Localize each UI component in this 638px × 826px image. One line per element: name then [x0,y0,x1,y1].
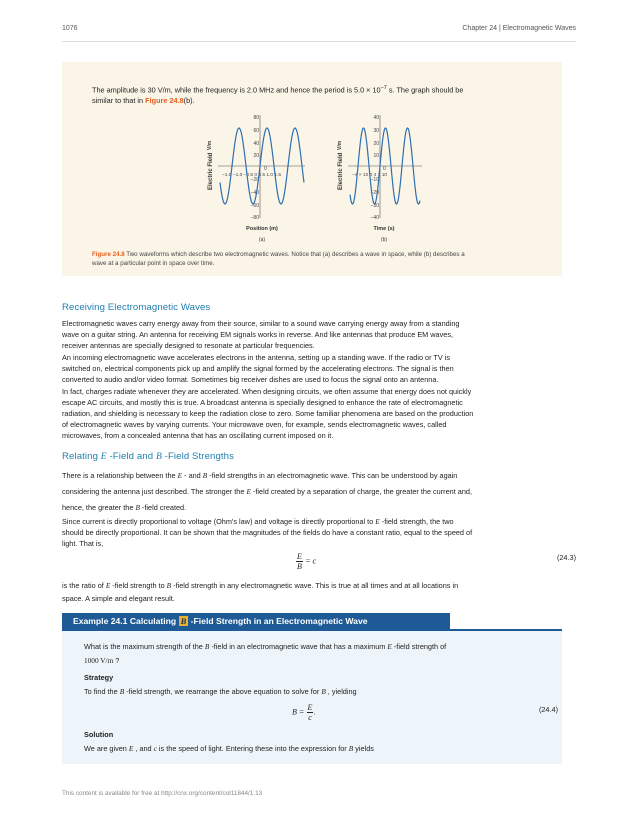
section-heading-receiving: Receiving Electromagnetic Waves [62,302,211,313]
page-number: 1076 [62,25,78,32]
graph-b-x-ticks: −4 × 10 0 4 × 10 [352,173,388,178]
graph-a-yunit: V/m [207,140,213,150]
graph-b-ytick: −40 [370,215,379,221]
graph-b-ytick: −20 [370,190,379,196]
chapter-title: Chapter 24 | Electromagnetic Waves [462,25,576,32]
graph-a-ytick: −20 [250,177,259,183]
strategy-label: Strategy [84,673,114,682]
graph-b-ytick: 40 [373,115,379,121]
footer-license: This content is available for free at http://cnx.org/content/col11844/1.13 [62,790,263,797]
graph-a-ytick: −40 [250,190,259,196]
graph-b [337,115,422,243]
header-rule [62,41,576,42]
graph-b-ytick: 20 [373,141,379,147]
graph-b-sub: (b) [380,237,388,243]
graph-b-xlabel: Time (s) [373,226,395,232]
graph-a-y-ticks [251,115,267,221]
equation-24-4: B = $\frac{E}{c}$ . [292,703,316,722]
graph-b-yunit: V/m [337,140,343,150]
section2-p2: Since current is directly proportional to voltage (Ohm's law) and voltage is directly proportional to E -field strength, the two should be directly proportional. It can be shown that the magnitudes of the fields do have a constant ratio, equal to the speed of light. That is, [62,517,473,548]
graph-a-ylabel: Electric Field [208,152,214,190]
solution-label: Solution [84,730,114,739]
graph-a-xlabel: Position (m) [246,226,278,232]
graph-a-ytick: 0 [264,166,267,172]
graph-a-ytick: 40 [253,141,259,147]
figure-caption: Figure 24.8 Two waveforms which describe two electromagnetic waves. Notice that (a) describes a wave in space, while (b) describes a wave at a particular point in space over time. [92,251,465,267]
section1-p2: An incoming electromagnetic wave accelerates electrons in the antenna, setting up a standing wave. If the radio or TV is switched on, electrical components pick up and amplify the signal formed by the accelerating electrons. The signal is then converted to audio and/or video format. Sometimes big receiver dishes are used to focus the signal onto an antenna. [62,353,454,384]
graph-a-ytick: −60 [250,203,259,209]
section1-p3: In fact, charges radiate whenever they are accelerated. When designing circuits, we often assume that energy does not quickly escape AC circuits, and mostly this is true. A broadcast antenna is specially designed to enhance the rate of electromagnetic radiation, and shielding is necessary to keep the radiation close to zero. Some familiar phenomena are based on the production of electromagnetic waves by varying currents. Your microwave oven, for example, sends electromagnetic waves, called microwaves, from a concealed antenna that has an oscillating current imposed on it. [62,387,474,440]
section1-p1: Electromagnetic waves carry energy away from their source, similar to a sound wave carrying energy away from a standing wave on a guitar string. An antenna for receiving EM signals works in reverse. And like antennas that produce EM waves, receiver antennas are specially designed to resonate at particular frequencies. [62,319,460,350]
figure-24-8 [200,110,450,248]
example-title-rule [62,629,562,631]
graph-b-ylabel: Electric Field [338,152,344,190]
strategy-text: To find the B -field strength, we rearrange the above equation to solve for B , yielding [84,687,357,696]
section2-p1: There is a relationship between the E - and B -field strengths in an electromagnetic wave. This can be understood by again considering the antenna just described. The stronger the E -field created by a separation of charge, the greater the current and, hence, the greater the B -field created. [62,471,472,512]
graph-b-ytick: −30 [370,203,379,209]
section2-p3: is the ratio of E -field strength to B -field strength in any electromagnetic wave. This is true at all times and at all locations in space. A simple and elegant result. [62,581,459,603]
graph-a-sub: (a) [258,237,266,243]
figure-link[interactable]: Figure 24.8 [145,96,184,106]
equation-label-24-4: (24.4) [538,705,558,714]
graph-a-ytick: 20 [253,153,259,159]
example-question: What is the maximum strength of the B -field in an electromagnetic wave that has a maximum E -field strength of 1000 V/m ? [84,642,447,665]
graph-a [204,115,305,243]
graph-a-ytick: 60 [253,128,259,134]
equation-24-3: $\frac{E}{B}$ = c [297,552,317,571]
example-title: Example 24.1 Calculating B -Field Strength in an Electromagnetic Wave [62,613,450,629]
graph-a-ytick: −80 [250,215,259,221]
solution-text: The amplitude is 30 V/m, while the frequency is 2.0 MHz and hence the period is $5.0 \times 10^{-7}$ s. The graph should be similar to that in Figure 24.8(b). [92,85,464,106]
graph-b-ytick: 0 [383,166,386,172]
section-heading-relating: Relating E -Field and B -Field Strengths [62,451,234,462]
graph-b-ytick: 10 [373,153,379,159]
equation-label-24-3: (24.3) [556,553,576,562]
graph-b-ytick: −10 [370,177,379,183]
solution-text-line: We are given E , and c is the speed of light. Entering these into the expression for B yields [84,744,374,753]
graph-b-ytick: 30 [373,128,379,134]
graph-a-x-ticks: −1.5 −1.0 −0.5 0 0.5 1.0 1.5 [222,173,282,178]
graph-a-ytick: 80 [253,115,259,121]
